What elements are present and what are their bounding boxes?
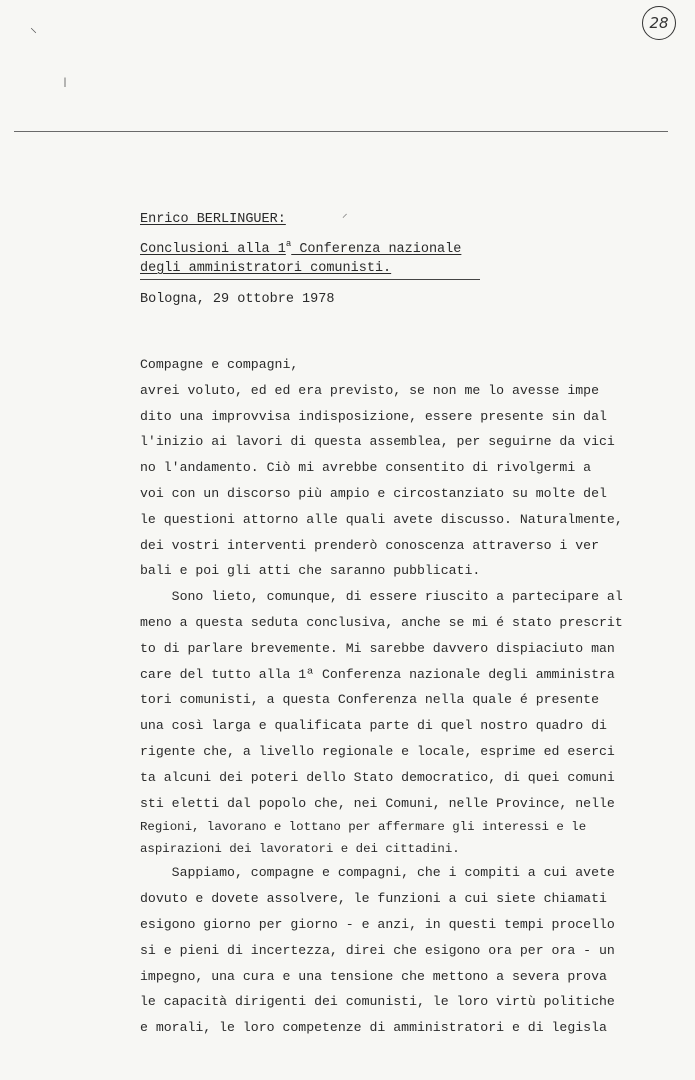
title-underline [140,279,480,280]
title-line-1: Conclusioni alla 1$^a$ Conferenza nazionale [140,239,462,257]
body-line: avrei voluto, ed ed era previsto, se non me lo avesse impe [140,382,599,398]
body-line: sti eletti dal popolo che, nei Comuni, nelle Province, nelle [140,795,615,811]
body-line: Sappiamo, compagne e compagni, che i compiti a cui avete [140,865,615,881]
body-line: bali e poi gli atti che saranno pubblicati. [140,563,481,579]
body-line: to di parlare brevemente. Mi sarebbe davvero dispiaciuto man [140,640,615,656]
body-line: aspirazioni dei lavoratori e dei cittadini. [140,842,460,857]
body-line: rigente che, a livello regionale e locale, esprime ed eserci [140,743,615,759]
body-line: si e pieni di incertezza, direi che esigono ora per ora - un [140,942,615,958]
body-line: le capacità dirigenti dei comunisti, le loro virtù politiche [140,994,615,1010]
page-number-circle [642,6,676,40]
body-line: no l'andamento. Ciò mi avrebbe consentito di rivolgermi a [140,460,592,476]
body-line: Sono lieto, comunque, di essere riuscito a partecipare al [140,589,623,605]
document-header [140,210,540,309]
body-line: esigono giorno per giorno - e anzi, in questi tempi procello [140,916,615,932]
body-line: le questioni attorno alle quali avete discusso. Naturalmente, [140,511,623,527]
body-line: meno a questa seduta conclusiva, anche se mi é stato prescrit [140,614,623,630]
body-line: impegno, una cura e una tensione che mettono a severa prova [140,968,607,984]
greeting: Compagne e compagni, [140,357,299,372]
document-date: Bologna, 29 ottobre 1978 [140,292,335,307]
body-line: care del tutto alla 1ª Conferenza nazionale degli amministra [140,666,615,682]
body-line: una così larga e qualificata parte di quel nostro quadro di [140,718,607,734]
author-name: Enrico BERLINGUER: [140,212,286,227]
body-line: Regioni, lavorano e lottano per affermare gli interessi e le [140,820,587,835]
body-line: dovuto e dovete assolvere, le funzioni a cui siete chiamati [140,891,607,907]
title-line-2: degli amministratori comunisti. [140,261,392,276]
horizontal-rule [14,131,668,132]
body-line: ta alcuni dei poteri dello Stato democratico, di quei comuni [140,769,615,785]
page-number: 28 [649,14,669,32]
body-line: tori comunisti, a questa Conferenza nella quale é presente [140,692,599,708]
stray-mark-icon: ⸝ [342,209,348,221]
document-body [140,352,660,1041]
body-line: dei vostri interventi prenderò conoscenza attraverso i ver [140,537,599,553]
stray-mark-icon: ⸜ [30,21,37,37]
stray-mark-icon: | [62,78,69,89]
body-line: dito una improvvisa indisposizione, essere presente sin dal [140,408,607,424]
body-line: voi con un discorso più ampio e circostanziato su molte del [140,485,607,501]
body-line: e morali, le loro competenze di amministratori e di legisla [140,1020,607,1036]
body-line: l'inizio ai lavori di questa assemblea, per seguirne da vici [140,434,615,450]
